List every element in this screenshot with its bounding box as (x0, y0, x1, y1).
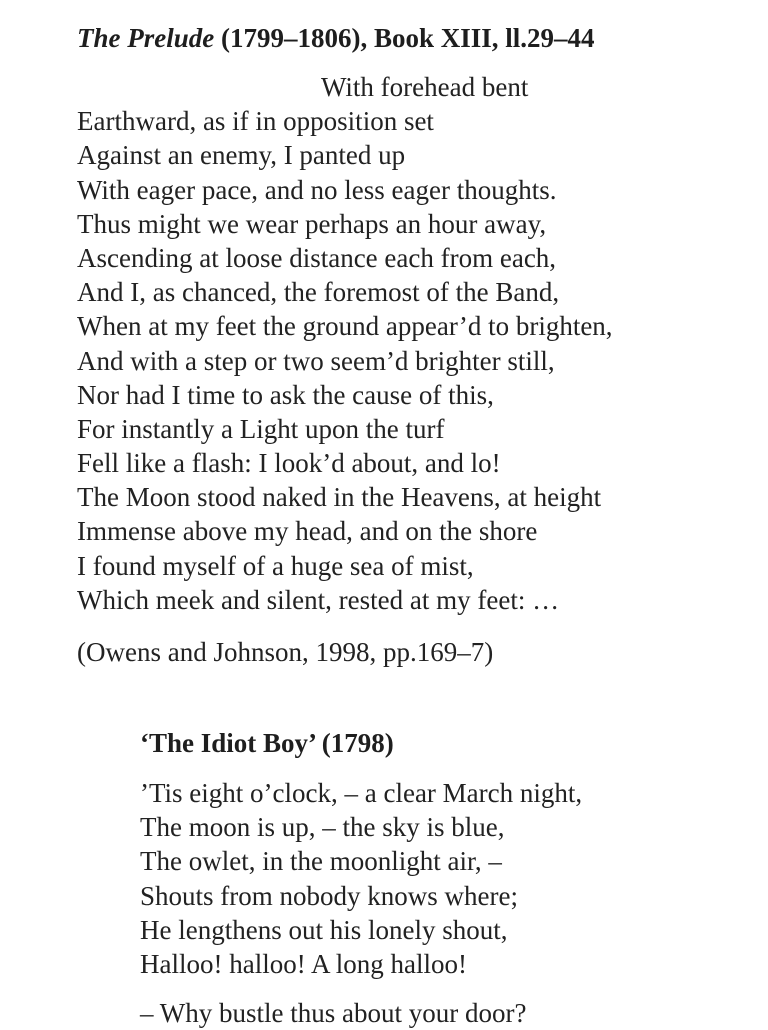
poem-line: The owlet, in the moonlight air, – (140, 846, 502, 877)
poem-line: Ascending at loose distance each from each, (77, 242, 557, 273)
poem-line: Against an enemy, I panted up (77, 140, 406, 171)
poem-line: When at my feet the ground appear’d to brighten, (77, 311, 613, 342)
poem-line: Immense above my head, and on the shore (77, 516, 538, 547)
poem-line: Thus might we wear perhaps an hour away, (77, 208, 547, 239)
idiot-boy-stanza-1 (140, 776, 582, 981)
poem-line: Earthward, as if in opposition set (77, 106, 434, 137)
poem-line: With forehead bent (321, 72, 529, 102)
prelude-poem (77, 70, 613, 617)
prelude-title-rest: (1799–1806), Book XIII, ll.29–44 (214, 23, 595, 53)
poem-line: Nor had I time to ask the cause of this, (77, 379, 494, 410)
idiot-boy-title: ‘The Idiot Boy’ (1798) (140, 728, 394, 758)
poem-line: The Moon stood naked in the Heavens, at height (77, 482, 602, 513)
poem-line: With eager pace, and no less eager thoughts. (77, 174, 557, 205)
poem-line: And I, as chanced, the foremost of the Band, (77, 277, 560, 308)
poem-line: I found myself of a huge sea of mist, (77, 550, 474, 581)
prelude-title (77, 21, 595, 55)
poem-line: Shouts from nobody knows where; (140, 880, 518, 911)
prelude-citation: (Owens and Johnson, 1998, pp.169–7) (77, 637, 494, 667)
poem-line: And with a step or two seem’d brighter still, (77, 345, 555, 376)
poem-line: The moon is up, – the sky is blue, (140, 812, 505, 843)
poem-line: Which meek and silent, rested at my feet: … (77, 584, 560, 615)
poem-line: For instantly a Light upon the turf (77, 413, 445, 444)
poem-line: ’Tis eight o’clock, – a clear March night, (140, 778, 583, 808)
prelude-title-italic: The Prelude (77, 23, 215, 53)
poem-line: – Why bustle thus about your door? (140, 998, 527, 1028)
poem-line: He lengthens out his lonely shout, (140, 914, 508, 945)
idiot-boy-stanza-2 (140, 996, 526, 1030)
poem-line: Fell like a flash: I look’d about, and lo! (77, 448, 501, 479)
poem-line: Halloo! halloo! A long halloo! (140, 948, 467, 979)
